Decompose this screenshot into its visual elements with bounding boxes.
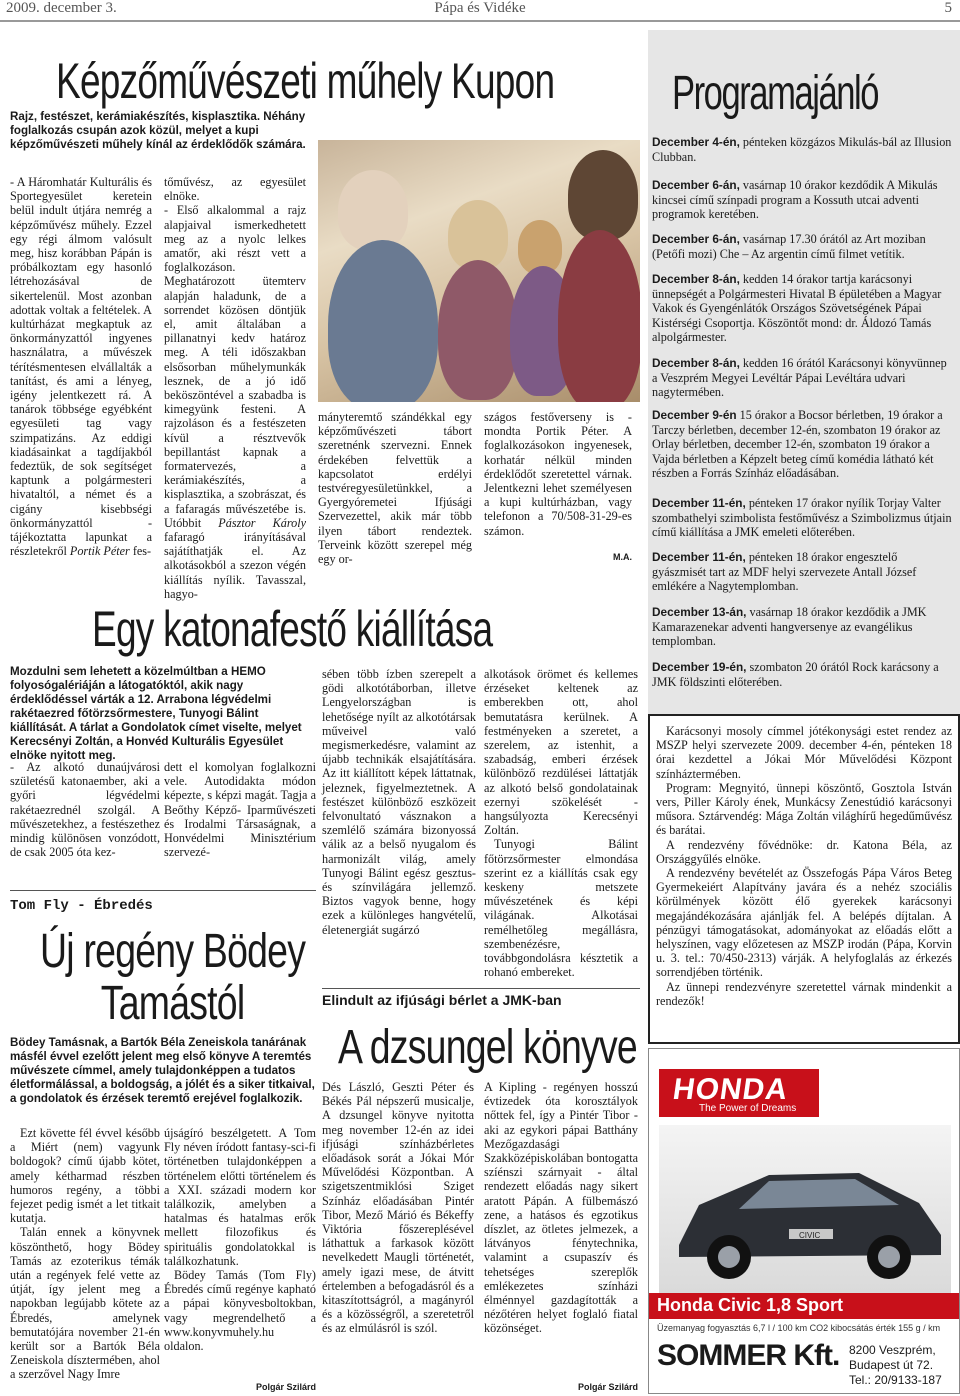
program-event-text: kedden 14 órakor tartja karácsonyi ünnepségét a Polgármesteri Hivatal B épületében a Magyar Vakok és Gyengénlátók Országos Szövetségének Pápai Kistérségi Csoportja. Köszöntőt mond: dr. Áldozó Tamás alpolgármester. — [652, 272, 942, 345]
karacsony-p4: A rendezvény bevételét az Összefogás Pápa Város Beteg Gyermekeiért Alapítvány javára és a nehéz szociális körülmények között élő gyerekek karácsonyi megajándékozására ajánlják fel. A belépés díjtalan. A pénzügyi támogatásokat, adományokat az előadás előtt a helyszínen, vagy előzetesen az MSZP irodán (Pápa, Korvin u. 3. tel.: 70/450-2313) várják. A helyfoglalás az érkezés sorrendjében történik. — [656, 866, 952, 980]
program-event-text: 15 órakor a Bocsor bérletben, 19 órakor a Tarczy bérletben, december 12-én, szombaton 19 órakor az Orlay bérletben, december 12-én, szombaton 19 órakor a Vajda bérletben a Képzelt beteg című komédia látható két részben a Forrás Színház előadásában. — [652, 408, 943, 481]
program-event-text: pénteken 17 órakor nyílik Torjay Valter szombathelyi szimbolista festőművész a Szimbolizmus útjain című kiállítása a JMK emeleti előterében. — [652, 496, 952, 540]
regeny-kicker: Tom Fly - Ébredés — [10, 898, 153, 914]
kupon-photo — [318, 140, 640, 402]
program-event — [652, 135, 954, 164]
photo-person-girl-body — [438, 260, 518, 400]
kupon-headline: Képzőművészeti műhely Kupon — [56, 53, 555, 109]
kupon-col-2b-text: - Első alkalommal a rajz alapjaival ismerkedhetett meg az a nyolc lelkes amatőr, aki részt vett a foglalkozáson. Meghatározott ütemterv alapján haladunk, de a sorrendet közösen döntjük el, amit általában a pillanatnyi kedv határoz meg. A téli időszakban elsősorban műhelymunkák lesznek, de a jó idő beköszöntével a szabadba is kimegyünk festeni. A rajzoláson és a festészeten kívül a résztvevők bepillantást kapnak a formatervezés, a kerámiakészítés, a kisplasztika, a szobrászat, és a fafaragás művészetébe is. Utóbbit — [164, 203, 306, 530]
program-event-date: December 6-án, — [652, 178, 740, 192]
program-event-text: vasárnap 17.30 órától az Art moziban (Petőfi mozi) Che – Az argentin című filmet vetítik. — [652, 232, 926, 261]
regeny-headline-line1: Új regény Bödey — [40, 925, 306, 978]
page-header — [0, 0, 960, 22]
kupon-col-1-text: - A Háromhatár Kulturális és Sportegyesület keretein belül indult útjára nemrég a képzőművész műhely. Ezzel egy régi álmom valósult meg, hisz korábban Pápán is próbálkoztam egy hasonló létrehozásával de sikertelenül. Most azonban adottak voltak a feltételek. A kultúrházat megkaptuk az önkormányzattól ingyenes használatra, a művészek térítésmentesen elvállalták a tanítást, és ami a lényeg, igény jelentkezett rá. A tanárok többsége egyébként egyesületi tag vagy szimpatizáns. Az eddigi kiadásainkat a tagdíjakból fedeztük, de sok segítséget kaptunk a polgármesteri hivataltól, a német és a cigány kisebbségi önkormányzattól - tájékoztatta lapunkat a részletekről — [10, 175, 152, 559]
ad-dealer: SOMMER Kft. — [657, 1339, 840, 1372]
kupon-lead: Rajz, festészet, kerámiakészítés, kisplasztika. Néhány foglalkozás csupán azok közül, melyet a kupi képzőművészeti műhely kínál az érdeklődők számára. — [10, 110, 306, 151]
program-event-date: December 13-án, — [652, 605, 747, 619]
kupon-col-2-end: fafaragó irányításával sajátíthatják el. Az alkotásokból a szezon végén kiállítás nyílik. Tavasszal, hagyo- — [164, 530, 306, 601]
program-event-date: December 11-én, — [652, 550, 746, 564]
photo-person-woman-body — [558, 230, 640, 402]
ad-address-line1: 8200 Veszprém, Budapest út 72. — [849, 1343, 936, 1372]
katona-col-4 — [484, 667, 638, 979]
program-event-date: December 9-én — [652, 408, 737, 422]
program-event — [652, 232, 954, 261]
photo-person-man — [338, 170, 408, 250]
program-event — [652, 408, 954, 481]
kupon-signature: M.A. — [613, 552, 632, 562]
katona-col-4-text: alkotások örömet és kellemes érzéseket keltenek az emberekben ott, ahol bemutatásra kerülnek. A festményeken a szeretet, a szerelem, az istenhit, a szabadság, emberi érzések különböző rezdülései láttatják az alkotó belső gondolatainak ezernyi szökelését - hangsúlyozta Kerecsényi Zoltán. — [484, 667, 638, 838]
dzsungel-col-1: Dés László, Geszti Péter és Békés Pál népszerű musicalje, A dzsungel könyve nyitotta meg november 12-én az idei ifjúsági színházbérletes előadások sorát a Jókai Mór Művelődési Központban. A szigetszentmiklósi Sziget Színház előadásában Pintér Tibor, Mező Márió és Békeffy Viktória főszereplésével láthattuk a farkasok között nevelkedett Maugli történetét, amely igazi mese, de átvitt értelemben a befogadásról és a kitaszítottságról, a magányról és a közösségről, a szeretetről és az elmúlásról is szól. — [322, 1080, 474, 1336]
program-event — [652, 550, 954, 594]
regeny-lead: Bödey Tamásnak, a Bartók Béla Zeneiskola tanárának másfél évvel ezelőtt jelent meg első könyve A teremtés művészete címmel, amely tulajdonképpen a tudatos életformálással, a boldogság, a jólét és a siker titkaival, a gondolatok és érzések teremtő erejével foglalkozik. — [10, 1036, 315, 1105]
katona-col-2: dett el komolyan foglalkozni vele. Autodidakta módon képezte, s képzi magát. Tagja a Beőthy Képző- Iparművészeti és Irodalmi Társaságnak, a Honvédelmi Minisztérium szervezé- — [164, 760, 316, 860]
katona-col-1: - Az alkotó dunaújvárosi születésű katonaember, aki a győri légvédelmi rakétaezrednél szolgál. A művészetekhez, a festészethez mindig különösen vonzódott, de csak 2005 óta kez- — [10, 760, 160, 860]
dzsungel-kicker: Elindult az ifjúsági bérlet a JMK-ban — [322, 992, 562, 1008]
honda-tagline: The Power of Dreams — [699, 1103, 797, 1114]
ad-phone: Tel.: 20/9133-187 — [849, 1373, 942, 1387]
dzsungel-col-2: A Kipling - regényen hosszú évtizedek óta korosztályok nőttek fel, így a Pintér Tibor - aki az egykori pápai Batthány Mezőgazdasági Szakközépiskolában bontogatta szíénszi szárnyait - által rendezett előadás nagy sikert aratott Pápán. A fülbemászó zene, a hatásos és egzotikus díszlet, az ötletes jelmezek, a látványos fénytechnika, valamint a csupaszív és tehetséges szereplők emlékezetes színházi élménnyel gazdagították a nézőtéren helyet foglaló fiatal közönséget. — [484, 1080, 638, 1336]
newspaper-name: Pápa és Vidéke — [434, 0, 526, 16]
car-plate: CIVIC — [799, 1231, 821, 1240]
program-event-text: szombaton 20 órától Rock karácsony a JMK földszinti előterében. — [652, 660, 939, 689]
program-sidebar — [648, 30, 960, 720]
kupon-col-1 — [10, 175, 152, 558]
honda-brand: HONDA — [670, 1073, 791, 1106]
dzsungel-headline: A dzsungel könyve — [338, 1021, 637, 1074]
kupon-name-portik: Portik Péter — [69, 544, 130, 559]
regeny-col-2 — [164, 1126, 316, 1353]
program-event-date: December 6-án, — [652, 232, 740, 246]
program-event-date: December 8-án, — [652, 356, 740, 370]
karacsony-p2: Program: Megnyitó, ünnepi köszöntő, Gosztola István vers, Piller Károly ének, Munkácsy Zenestúdió karácsonyi műsora. Sztárvendég: Mága Zoltán világhírű hegedűművész és barátai. — [656, 780, 952, 838]
program-event-date: December 19-én, — [652, 660, 747, 674]
model-band — [649, 1293, 959, 1319]
program-event-date: December 4-én, — [652, 135, 740, 149]
dzsungel-rule — [322, 988, 640, 989]
regeny-col-2-text: újságíró beszélgetett. A Tom Fly néven íródott fantasy-sci-fi történetben tulajdonképpen a történelem előtti történelem és a XXI. századi modern kor találkozik, amelyben a hatalmas és hatalmas erők mellett filozofikus és spirituális gondolatokkal is találkozhatunk. — [164, 1126, 316, 1268]
regeny-col-2b-text: Bödey Tamás (Tom Fly) Ébredés című regénye kapható a pápai könyvesboltokban, vagy megrendelhető a www.konyvmuhely.hu oldalon. — [164, 1268, 316, 1354]
kupon-name-pasztor: Pásztor Károly — [218, 515, 306, 530]
ad-address — [849, 1343, 959, 1388]
program-event-text: pénteken 18 órakor engesztelő gyászmisét tart az MDF helyi szervezete Antall József emlékére a Nagytemplomban. — [652, 550, 917, 594]
regeny-headline-line2: Tamástól — [100, 977, 245, 1030]
karacsony-p5: Az ünnepi rendezvényre szeretettel várnak mindenkit a rendezők! — [656, 979, 952, 1008]
honda-logo — [659, 1069, 819, 1117]
program-event — [652, 496, 954, 540]
issue-date: 2009. december 3. — [6, 0, 117, 16]
program-event-date: December 8-án, — [652, 272, 740, 286]
regeny-col-1 — [10, 1126, 160, 1382]
program-event-text: kedden 16 órától Karácsonyi könyvünnep a Veszprém Megyei Levéltár Pápai Levéltára udvari nagytermében. — [652, 356, 947, 400]
kupon-col-1-end: fes- — [129, 544, 152, 559]
program-event — [652, 356, 954, 400]
car-illustration — [659, 1125, 951, 1293]
car-image — [659, 1125, 951, 1293]
page-number: 5 — [944, 0, 952, 16]
karacsony-p1: Karácsonyi mosoly címmel jótékonysági estet rendez az MSZP helyi szervezete 2009. december 4-én, pénteken 18 órai kezdettel a Jókai Mór Művelődési Központ színháztermében. — [656, 724, 952, 781]
karacsony-box — [648, 714, 960, 1044]
program-event — [652, 272, 954, 345]
katona-lead: Mozdulni sem lehetett a közelmúltban a HEMO folyosógalériáján a látogatóktól, akik nagy érdeklődéssel várták a 12. Arrabona légvédelmi rakétaezred főtörzsőrmestere, Tunyogi Bálint kiállítását. A tárlat a Gondolatok címet viselte, melyet Kerecsényi Zoltán, a Honvéd Kulturális Egyesület elnöke nyitott meg. — [10, 665, 302, 762]
program-event — [652, 178, 954, 222]
program-event-date: December 11-én, — [652, 496, 746, 510]
regeny-rule — [10, 890, 316, 891]
katona-headline: Egy katonafestő kiállítása — [92, 601, 493, 657]
honda-advert[interactable] — [648, 1048, 960, 1394]
photo-person-man-body — [328, 240, 438, 402]
ad-model: Honda Civic 1,8 Sport — [657, 1295, 844, 1315]
kupon-col-3: mányteremtő szándékkal egy képzőművészeti tábort szeretnénk szervezni. Ennek érdekében felvettük a kapcsolatot erdélyi testvéregyesületünkkel, a Gyergyóremetei Ifjúsági Szervezettel, akik már több ilyen tábort rendeztek. Terveink között szerepel még egy or- — [318, 410, 472, 567]
kupon-col-2-text: tőművész, az egyesület elnöke. — [164, 175, 306, 204]
kupon-col-4: szágos festőverseny is - mondta Portik Péter. A foglalkozásokon ingyenesek, korhatár nélkül minden érdeklődőt szeretettel várnak. Jelentkezni lehet személyesen a kupi kultúrházban, vagy telefonon a 70/508-31-29-es számon. — [484, 410, 632, 538]
program-event — [652, 660, 954, 689]
program-event — [652, 605, 954, 649]
karacsony-p3: A rendezvény fővédnöke: dr. Katona Béla, az Országgyűlés elnöke. — [656, 837, 952, 866]
program-title: Programajánló — [672, 67, 879, 120]
photo-person-woman — [568, 150, 638, 240]
program-event-text: pénteken közgázos Mikulás-bál az Illusion Clubban. — [652, 135, 952, 164]
katona-col-4b-text: Tunyogi Bálint főtörzsőrmester elmondása szerint ez a kiállítás csak egy keskeny metszete művészetének és képi világának. Alkotásai remélhetőleg megállásra, szembenézésre, továbbgondolásra késztetik a rohanó embereket. — [484, 837, 638, 980]
regeny-col-1b-text: Talán ennek a könyvnek köszönthető, hogy Bödey Tamás az ezoterikus témák után a regények felé vette az útját, így jelent meg a napokban legújabb kötete az Ébredés, amelynek bemutatójára november 21-én került sor a Bartók Béla Zeneiskola dísztermében, ahol a szerzővel Nagy Imre — [10, 1225, 160, 1382]
katona-col-3: sében több ízben szerepelt a gödi alkotótáborban, illetve Lengyelországban is lehetősége nyílt az alkotótársak műveivel való megismerkedésre, valamint az újabb technikák elsajátítására. Az itt kiállított képek láttatnak, jeleznek, figyelmeztetnek. A festészet különböző eszközeit felvonultató vásznakon a szemlélő számára bizonyossá válik az a belső nyugalom és harmonizált világ, amely Tunyogi Bálint egész gesztus- és színvilágára jellemző. Biztos vagyok benne, hogy ezek a különleges hangvételű, életenergiát sugárzó — [322, 667, 476, 937]
kupon-col-2 — [164, 175, 306, 601]
ad-consumption: Üzemanyag fogyasztás 6,7 l / 100 km CO2 kibocsátás érték 155 g / km — [657, 1323, 941, 1333]
program-event-text: vasárnap 18 órakor kezdődik a JMK Kamarazenekar adventi hangversenye az evangélikus templomban. — [652, 605, 927, 649]
program-event-text: vasárnap 10 órakor kezdődik A Mikulás kincsei című színpadi program a Kossuth utcai adventi programok keretében. — [652, 178, 938, 222]
dzsungel-signature: Polgár Szilárd — [577, 1382, 638, 1392]
regeny-signature: Polgár Szilárd — [255, 1382, 316, 1392]
regeny-col-1-text: Ezt követte fél évvel később a Miért (nem) vagyunk boldogok? című újabb kötet, amely kétharmad részben humoros regény, a többi fejezet pedig ismét a let titkait kutatja. — [10, 1126, 160, 1226]
